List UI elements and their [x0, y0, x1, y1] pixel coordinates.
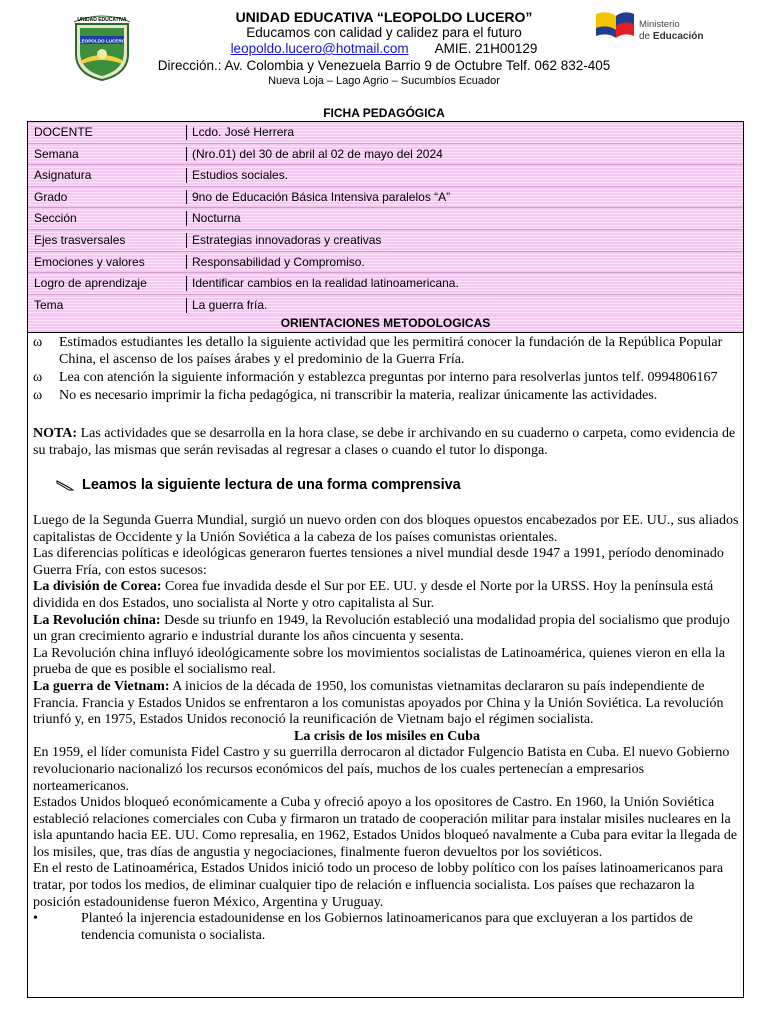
row-value: Nocturna [186, 211, 743, 226]
reading-text [33, 513, 741, 944]
table-row [28, 165, 743, 187]
table-row [28, 252, 743, 274]
section-subtitle: La crisis de los misiles en Cuba [294, 728, 480, 744]
table-row [28, 208, 743, 230]
list-item [33, 369, 739, 386]
reading-heading [56, 477, 461, 493]
row-label: Grado [34, 189, 68, 204]
paragraph-text: A inicios de la década de 1950, los comunistas vietnamitas declararon su país independiente de Francia. Francia y Estados Unidos se enfrentaron a los comunistas apoyados por China y la Unión Soviética. La revolución triunfó y, en 1975, Estados Unidos reconoció la reunificación de Vietnam bajo el régimen socialista. [33, 678, 724, 728]
paragraph: En 1959, el líder comunista Fidel Castro y su guerrilla derrocaron al dictador Fulgencio Batista en Cuba. El nuevo Gobierno revolucionario nacionalizó los recursos económicos del país, muchos de los cuales pertenecían a empresarios norteamericanos. [33, 745, 730, 794]
omega-bullet-icon: ω [33, 335, 43, 350]
paragraph [33, 579, 741, 612]
paragraph-label: La división de Corea: [33, 579, 162, 595]
list-item [33, 387, 739, 404]
paragraph: Luego de la Segunda Guerra Mundial, surgió un nuevo orden con dos bloques opuestos encabezados por EE. UU., sus aliados capitalistas de Occidente y la Unión Soviética a la cabeza de los países comunistas orientales. [33, 513, 739, 545]
school-city: Nueva Loja – Lago Agrio – Sucumbíos Ecuador [268, 75, 500, 87]
svg-text:Ministerio: Ministerio [639, 19, 680, 30]
paragraph [33, 679, 741, 729]
ministerio-educacion-logo [594, 8, 714, 48]
row-label: Emociones y valores [34, 254, 145, 269]
email-link[interactable]: leopoldo.lucero@hotmail.com [230, 41, 409, 56]
row-label: Tema [34, 297, 64, 312]
row-label: Sección [34, 211, 77, 226]
school-motto: Educamos con calidad y calidez para el futuro [246, 25, 522, 40]
paragraph: Estados Unidos bloqueó económicamente a Cuba y ofreció apoyo a los opositores de Castro. En 1960, la Unión Soviética estableció relaciones comerciales con Cuba y firmaron un tratado de cooperación militar para instalar misiles nucleares en la isla apuntando hacia EE. UU. Como represalia, en 1962, Estados Unidos bloqueó navalmente a Cuba para evitar la llegada de los misiles, que, tras días de angustia y negociaciones, finalmente fueron devueltos por los soviéticos. [33, 795, 738, 860]
bullet-dot-icon: • [33, 911, 38, 927]
row-label: Logro de aprendizaje [34, 276, 147, 291]
row-label: Semana [34, 146, 79, 161]
table-row [28, 187, 743, 209]
pencil-icon [56, 479, 74, 491]
svg-text:de Educación: de Educación [639, 31, 704, 42]
content-box [27, 333, 744, 998]
row-value: (Nro.01) del 30 de abril al 02 de mayo del 2024 [186, 147, 743, 162]
paragraph: En el resto de Latinoamérica, Estados Unidos inició todo un proceso de lobby político con los países latinoamericanos para tratar, por todos los medios, de eliminar cualquier tipo de relación e influencia socialista. Los países que rechazaron la posición estadounidense fueron México, Argentina y Uruguay. [33, 861, 724, 910]
instructions-list [33, 334, 739, 405]
row-value: Lcdo. José Herrera [186, 125, 743, 140]
list-item-text: No es necesario imprimir la ficha pedagógica, ni transcribir la materia, realizar únicamente las actividades. [59, 388, 658, 403]
row-label: DOCENTE [34, 125, 93, 139]
nota-label: NOTA: [33, 426, 78, 441]
row-value: 9no de Educación Básica Intensiva paralelos “A” [186, 190, 743, 205]
paragraph: La Revolución china influyó ideológicamente sobre los movimientos socialistas de Latinoamérica, quienes vieron en ella la prueba de que es posible el socialismo real. [33, 645, 726, 678]
paragraph-text: Corea fue invadida desde el Sur por EE. UU. y desde el Norte por la URSS. Hoy la península está dividida en dos Estados, uno socialista al Norte y otro capitalista al Sur. [33, 579, 714, 611]
paragraph-label: La guerra de Vietnam: [33, 678, 170, 694]
list-item-text: Estimados estudiantes les detallo la siguiente actividad que les permitirá conocer la fundación de la República Popular China, el ascenso de los países árabes y el predominio de la Guerra Fría. [59, 335, 723, 367]
info-table [27, 121, 744, 317]
list-item-text: Lea con atención la siguiente información y establezca preguntas por interno para resolverlas juntos telf. 0994806167 [59, 370, 718, 385]
table-row [28, 295, 743, 317]
nota-text: Las actividades que se desarrolla en la hora clase, se debe ir archivando en su cuaderno o carpeta, como evidencia de su trabajo, las mismas que serán revisadas al regresar a clases o cuando el tutor lo disponga. [33, 426, 736, 458]
omega-bullet-icon: ω [33, 388, 43, 403]
paragraph: Las diferencias políticas e ideológicas generaron fuertes tensiones a nivel mundial desde 1947 a 1991, período denominado Guerra Fría, con estos sucesos: [33, 546, 724, 578]
table-row [28, 273, 743, 295]
document-header [0, 0, 768, 100]
svg-text:UNIDAD EDUCATIVA: UNIDAD EDUCATIVA [77, 17, 127, 23]
list-item [33, 911, 741, 944]
amie-code: AMIE. 21H00129 [434, 41, 538, 56]
row-label: Ejes trasversales [34, 232, 126, 247]
svg-text:LEOPOLDO LUCERO: LEOPOLDO LUCERO [78, 38, 126, 44]
nota-paragraph [33, 425, 739, 459]
paragraph-label: La Revolución china: [33, 612, 161, 628]
list-item-text: Planteó la injerencia estadounidense en los Gobiernos latinoamericanos para que excluyeran a los partidos de tendencia comunista o socialista. [81, 911, 693, 943]
table-row [28, 230, 743, 252]
orientaciones-title: ORIENTACIONES METODOLOGICAS [27, 315, 744, 333]
reading-heading-text: Leamos la siguiente lectura de una forma comprensiva [82, 477, 461, 493]
row-label: Asignatura [34, 168, 92, 183]
row-value: Identificar cambios en la realidad latinoamericana. [186, 276, 743, 291]
list-item [33, 334, 739, 368]
table-row [28, 122, 743, 144]
row-value: La guerra fría. [186, 298, 743, 314]
row-value: Estudios sociales. [186, 168, 743, 183]
paragraph-text: Desde su triunfo en 1949, la Revolución estableció una modalidad propia del socialismo que produjo un gran crecimiento agrario e industrial durante los años cincuenta y sesenta. [33, 612, 730, 645]
school-name: UNIDAD EDUCATIVA “LEOPOLDO LUCERO” [235, 9, 533, 25]
paragraph [33, 613, 741, 646]
row-value: Responsabilidad y Compromiso. [186, 255, 743, 270]
table-row [28, 144, 743, 166]
row-value: Estrategias innovadoras y creativas [186, 233, 743, 248]
omega-bullet-icon: ω [33, 370, 43, 385]
school-address: Dirección.: Av. Colombia y Venezuela Barrio 9 de Octubre Telf. 062 832-405 [157, 58, 611, 73]
ficha-title: FICHA PEDAGÓGICA [323, 106, 445, 120]
